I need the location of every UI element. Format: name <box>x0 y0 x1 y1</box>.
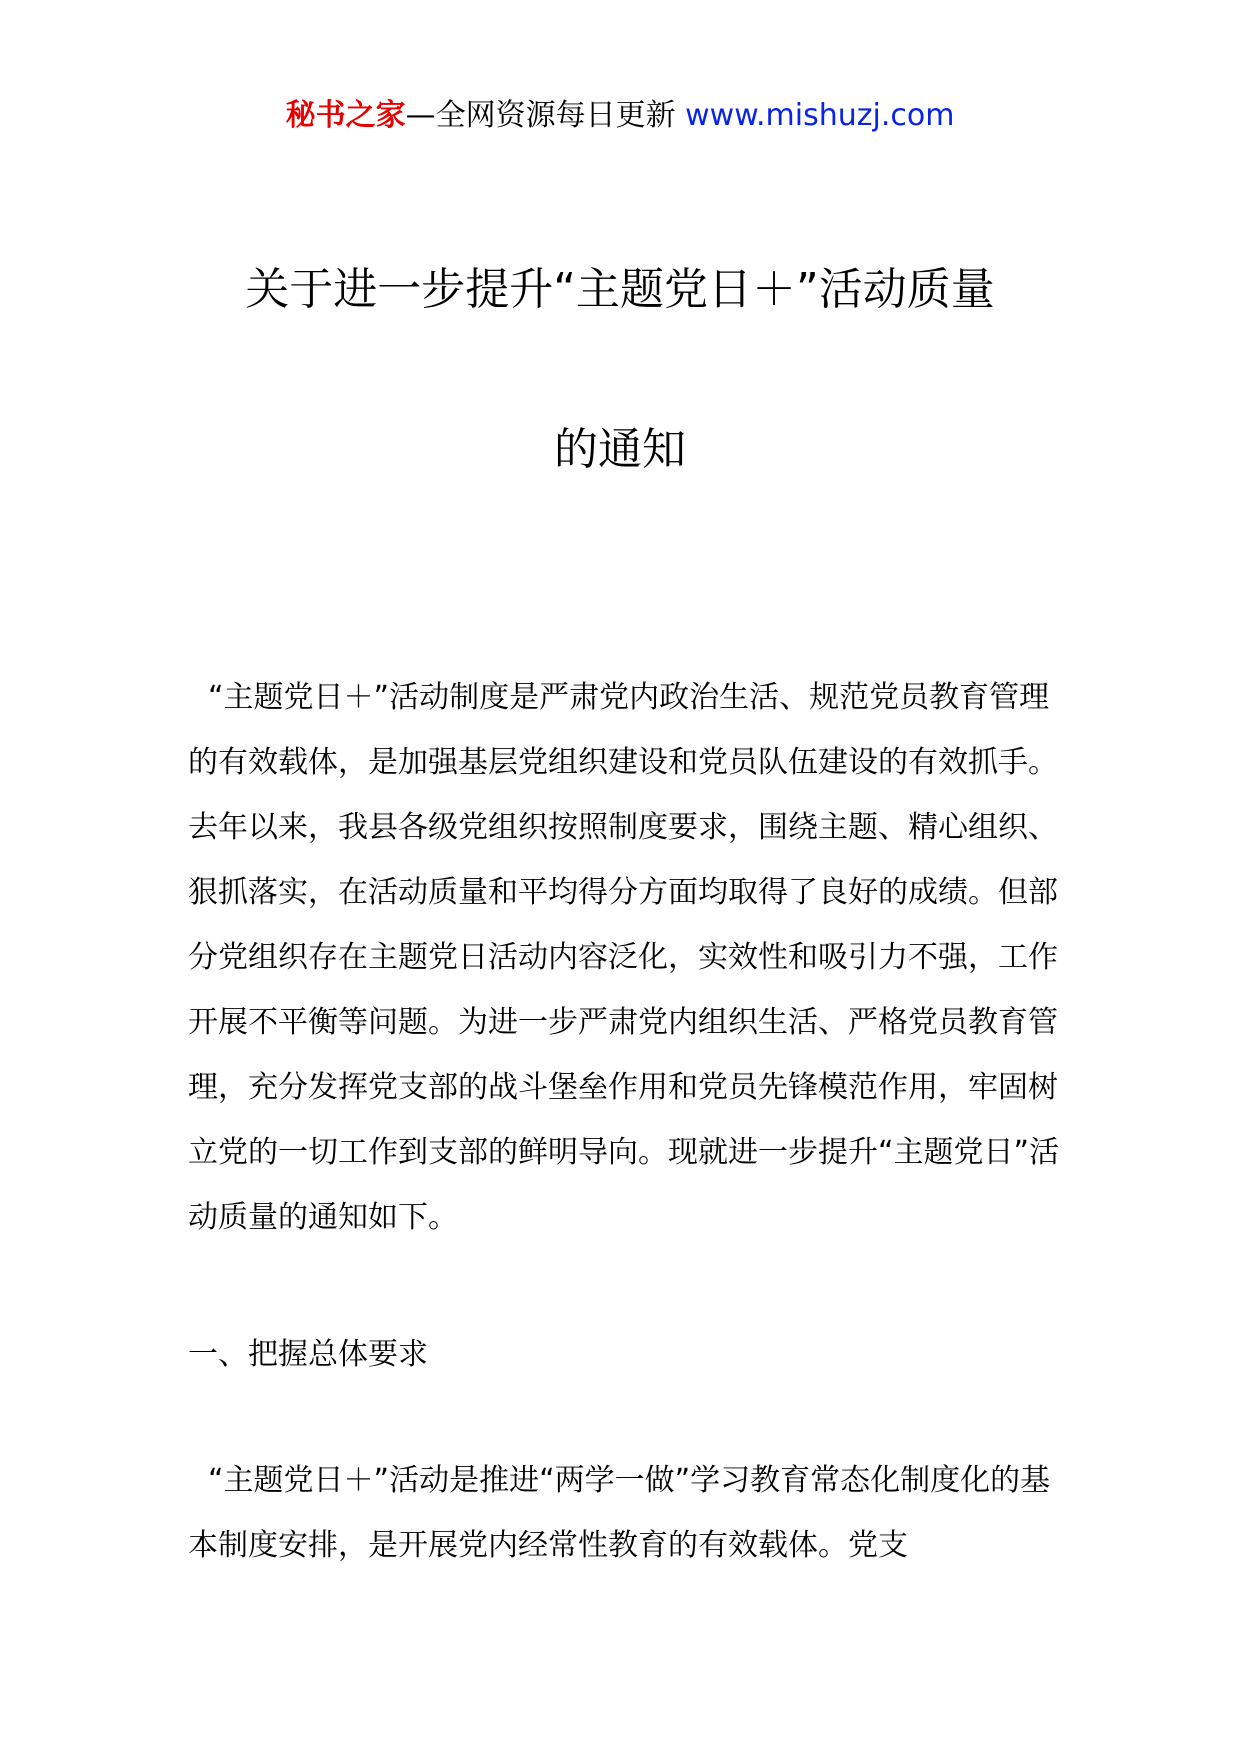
intro-paragraph <box>188 665 1068 1250</box>
document-title-line-1: 关于进一步提升“主题党日＋”活动质量 <box>245 264 995 315</box>
header-tagline: —全网资源每日更新 <box>405 98 676 133</box>
section-1-paragraph <box>188 1448 1068 1578</box>
intro-paragraph-text: “主题党日＋”活动制度是严肃党内政治生活、规范党员教育管理的有效载体，是加强基层党组织建设和党员队伍建设的有效抓手。去年以来，我县各级党组织按照制度要求，围绕主题、精心组织、狠抓落实，在活动质量和平均得分方面均取得了良好的成绩。但部分党组织存在主题党日活动内容泛化，实效性和吸引力不强，工作开展不平衡等问题。为进一步严肃党内组织生活、严格党员教育管理，充分发挥党支部的战斗堡垒作用和党员先锋模范作用，牢固树立党的一切工作到支部的鲜明导向。现就进一步提升“主题党日”活动质量的通知如下。 <box>188 680 1060 1235</box>
site-url-link[interactable]: www.mishuzj.com <box>685 98 955 133</box>
brand-name: 秘书之家 <box>285 98 406 133</box>
section-1-paragraph-text: “主题党日＋”活动是推进“两学一做”学习教育常态化制度化的基本制度安排，是开展党内经常性教育的有效载体。党支 <box>188 1463 1051 1563</box>
site-header <box>0 96 1240 136</box>
section-heading-1: 一、把握总体要求 <box>188 1337 428 1372</box>
document-title-line-2: 的通知 <box>554 424 686 475</box>
